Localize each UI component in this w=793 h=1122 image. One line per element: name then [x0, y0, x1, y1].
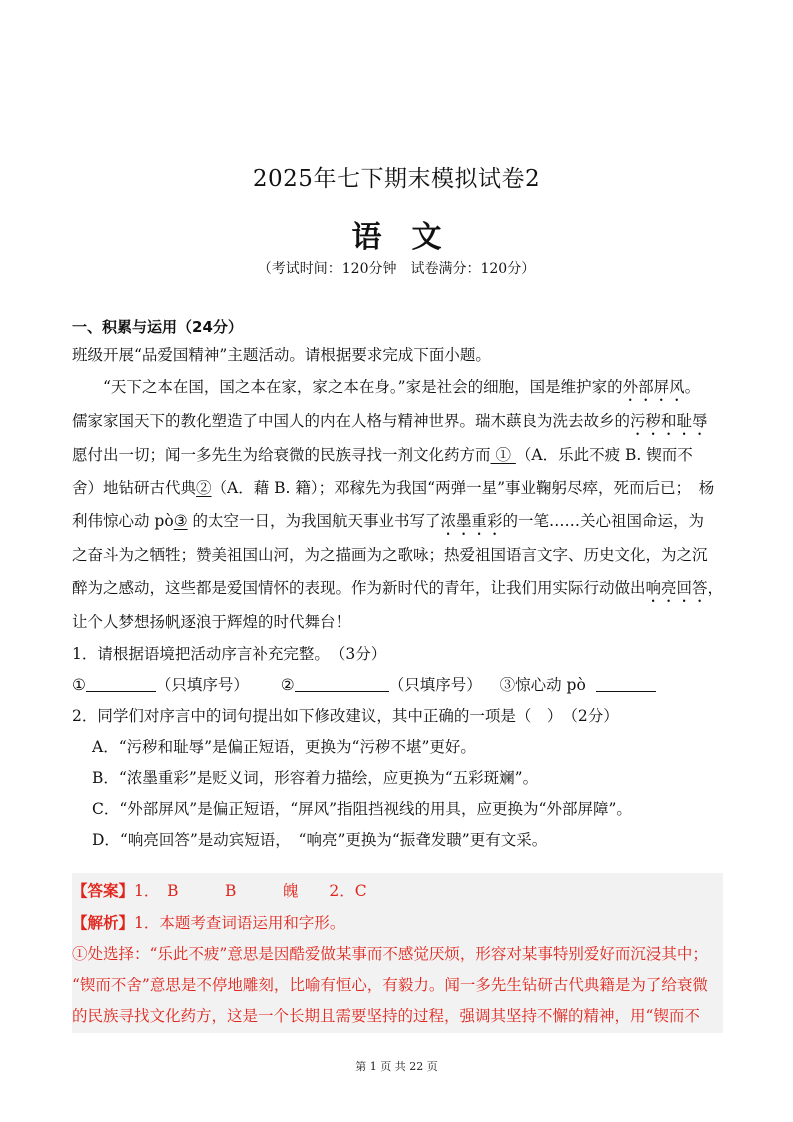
passage-line: 儒家家国天下的教化塑造了中国人的内在人格与精神世界。瑞木蕻良为洗去故乡的污秽和耻辱: [72, 412, 708, 430]
passage-line: 之奋斗为之牺牲；赞美祖国山河，为之描画为之歌咏；热爱祖国语言文字、历史文化，为之沉: [72, 546, 708, 564]
blank-1-label: ①: [72, 676, 86, 694]
analysis-detail: ①处选择：“乐此不疲”意思是因酷爱做某事而不感觉厌烦，形容对某事特别爱好而沉浸其中；: [72, 945, 708, 963]
option-a[interactable]: A．“污秽和耻辱”是偏正短语，更换为“污秽不堪”更好。: [92, 738, 476, 756]
dotted-phrase: 污秽和耻辱: [630, 412, 708, 430]
answer-text: 1． B B 魄 2．C: [134, 882, 367, 900]
analysis-label: 【解析】: [72, 913, 135, 932]
passage-line: 醉为之感动，这些都是爱国情怀的表现。作为新时代的青年，让我们用实际行动做出响亮回答，: [72, 579, 724, 597]
blank-3: ③: [173, 512, 188, 530]
subject-heading: 语文: [351, 220, 472, 255]
option-c[interactable]: C．“外部屏风”是偏正短语，“屏风”指阻挡视线的用具，应更换为“外部屏障”。: [92, 800, 632, 818]
passage-line: 让个人梦想扬帆逐浪于辉煌的时代舞台！: [72, 613, 352, 631]
page-title: 2025年七下期末模拟试卷2: [252, 166, 541, 192]
passage-line: 愿付出一切；闻一多先生为给衰微的民族寻找一剂文化药方而 ① （A．乐此不疲 B. 锲而不: [72, 446, 693, 464]
option-b[interactable]: B．“浓墨重彩”是贬义词，形容着力描绘，应更换为“五彩斑斓”。: [92, 769, 539, 787]
analysis-detail: “锲而不舍”意思是不停地雕刻，比喻有恒心，有毅力。闻一多先生钻研古代典籍是为了给衰微: [72, 976, 708, 994]
section-accumulation: [72, 314, 724, 856]
blank-2-hint: （只填序号）: [388, 676, 482, 694]
question-1-blanks: [72, 670, 724, 701]
dotted-phrase: 外部屏风: [622, 378, 685, 396]
passage-line: “天下之本在国，国之本在家，家之本在身。”家是社会的细胞，国是维护家的外部屏风。: [103, 378, 701, 396]
option-d[interactable]: D．“响亮回答”是动宾短语， “响亮”更换为“振聋发聩”更有文采。: [92, 831, 548, 849]
question-2: 2．同学们对序言中的词句提出如下修改建议，其中正确的一项是（ ） （2分）: [72, 707, 619, 725]
blank-1: ①: [490, 446, 516, 464]
passage: [72, 371, 724, 639]
answer-blank-1[interactable]: [86, 675, 156, 692]
section-intro: 班级开展“品爱国精神”主题活动。请根据要求完成下面小题。: [72, 346, 491, 364]
page-footer: 第 1 页 共 22 页: [355, 1060, 438, 1073]
dotted-phrase: 浓墨重彩: [440, 512, 503, 530]
blank-2: ②: [196, 479, 212, 497]
passage-line: 舍）地钻研古代典②（A．藉 B. 籍）；邓稼先为我国“两弹一星”事业鞠躬尽瘁，死而后已； 杨: [72, 479, 715, 497]
analysis-detail: 的民族寻找文化药方，这是一个长期且需要坚持的过程，强调其坚持不懈的精神，用“锲而不: [72, 1007, 700, 1025]
answer-label: 【答案】: [72, 881, 135, 900]
answer-blank-2[interactable]: [295, 675, 389, 692]
answer-blank-3[interactable]: [596, 675, 656, 692]
answer-analysis-box: [72, 873, 723, 1033]
blank-3-label: ③惊心动 pò: [499, 676, 586, 694]
dotted-phrase: 响亮回答: [645, 579, 708, 597]
blank-1-hint: （只填序号）: [155, 676, 249, 694]
analysis-line: [72, 907, 723, 939]
section-heading: 一、积累与运用（24分）: [72, 318, 243, 336]
answer-line: [72, 875, 723, 907]
passage-line: 利伟惊心动 pò③ 的太空一日，为我国航天事业书写了浓墨重彩的一笔……关心祖国命运，为: [72, 512, 705, 530]
exam-info: （考试时间：120分钟 试卷满分：120分）: [257, 261, 536, 277]
question-1: 1．请根据语境把活动序言补充完整。 （3分）: [72, 645, 387, 663]
blank-2-label: ②: [280, 676, 295, 694]
analysis-text: 1．本题考查词语运用和字形。: [134, 914, 346, 932]
